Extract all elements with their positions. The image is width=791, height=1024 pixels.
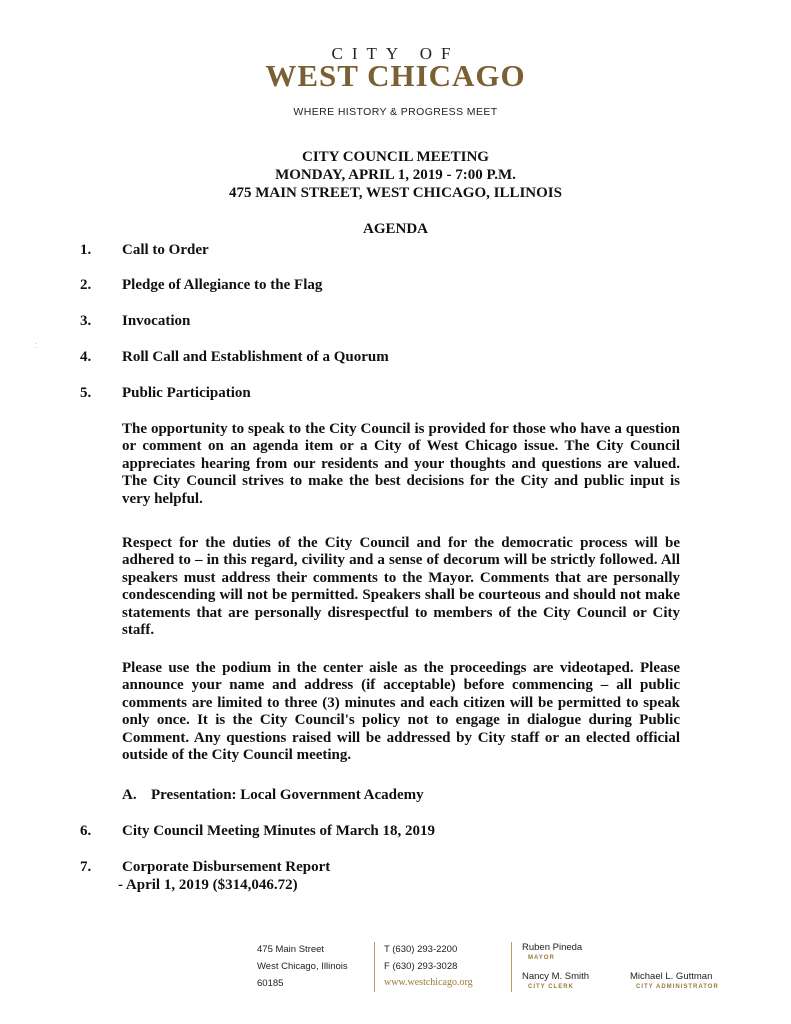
footer-mayor-role: MAYOR [528,955,555,961]
logo-city-name: WEST CHICAGO [265,58,526,93]
item-minutes: City Council Meeting Minutes of March 18, 2019 [122,823,436,839]
item-invocation: Invocation [122,313,191,329]
margin-mark: ⁚ [35,342,38,350]
footer-fax: F (630) 293-3028 [384,961,458,972]
sub-item-letter: A. [122,787,137,803]
footer-administrator-role: CITY ADMINISTRATOR [636,984,719,990]
footer-address-line1: 475 Main Street [257,944,325,955]
meeting-datetime: MONDAY, APRIL 1, 2019 - 7:00 P.M. [275,167,516,183]
tagline: WHERE HISTORY & PROGRESS MEET [293,106,498,118]
footer-administrator-name: Michael L. Guttman [630,971,713,982]
footer-address-line3: 60185 [257,978,284,989]
paragraph-podium: Please use the podium in the center aisle as the proceedings are videotaped. Please announce your name and address (if acceptable) before commencing – all public comments are limited to three (3) minutes and each citizen will be permitted to speak only once. It is the City Council's policy not to engage in dialogue during Public Comment. Any questions raised will be addressed by City staff or an elected official outside of the City Council meeting. [122,660,680,764]
footer-clerk-role: CITY CLERK [528,984,574,990]
item-pledge: Pledge of Allegiance to the Flag [122,277,323,293]
item-number: 3. [80,313,92,329]
item-number: 7. [80,859,92,875]
footer-phone: T (630) 293-2200 [384,944,458,955]
footer-website-link[interactable]: www.westchicago.org [384,977,473,988]
item-number: 5. [80,385,92,401]
logo-city-of: CITY OF [331,44,460,63]
footer-address-line2: West Chicago, Illinois [257,961,348,972]
item-roll-call: Roll Call and Establishment of a Quorum [122,349,389,365]
footer-divider [511,942,512,992]
item-number: 4. [80,349,92,365]
item-number: 6. [80,823,92,839]
meeting-location: 475 MAIN STREET, WEST CHICAGO, ILLINOIS [228,185,562,201]
item-public-participation: Public Participation [122,385,251,401]
footer-clerk-name: Nancy M. Smith [522,971,590,982]
item-call-to-order: Call to Order [122,242,209,258]
item-disbursement-detail: - April 1, 2019 ($314,046.72) [118,877,298,893]
paragraph-respect: Respect for the duties of the City Council and for the democratic process will be adhered to – in this regard, civility and a sense of decorum will be strictly followed. All speakers must address their comments to the Mayor. Comments that are personally condescending will not be permitted. Speakers shall be courteous and should not make statements that are personally disrespectful to members of the City Council or City staff. [122,535,680,639]
footer-divider [374,942,375,992]
sub-item-presentation: Presentation: Local Government Academy [151,787,424,803]
item-number: 1. [80,242,92,258]
paragraph-opportunity: The opportunity to speak to the City Council is provided for those who have a question or comment on an agenda item or a City of West Chicago issue. The City Council appreciates hearing from our residents and your thoughts and questions are valued. The City Council strives to make the best decisions for the City and public input is very helpful. [122,421,680,507]
item-number: 2. [80,277,92,293]
footer-mayor-name: Ruben Pineda [522,942,583,953]
meeting-title: CITY COUNCIL MEETING [302,149,489,165]
agenda-heading: AGENDA [362,221,428,237]
item-disbursement: Corporate Disbursement Report [122,859,331,875]
